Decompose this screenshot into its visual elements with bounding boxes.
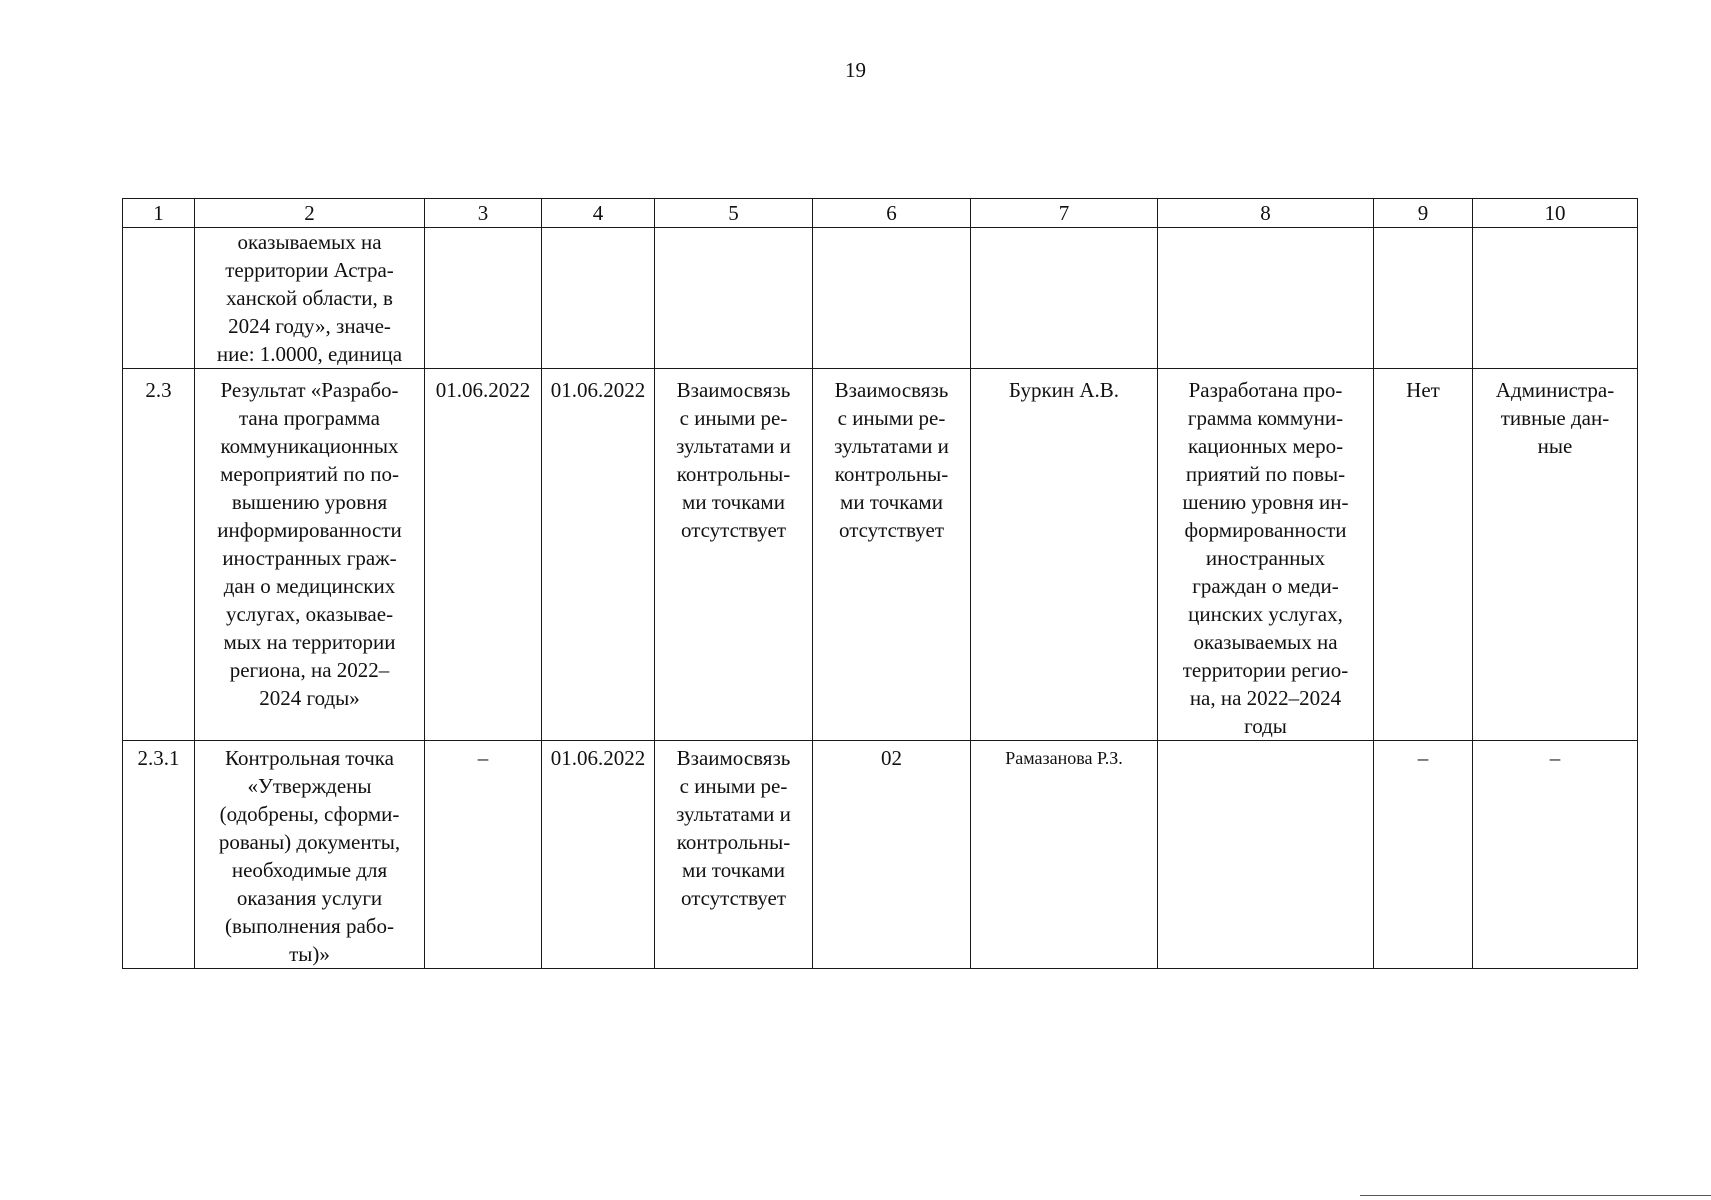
table-cell: Буркин А.В. <box>971 369 1158 741</box>
table-cell: Администра- тивные дан- ные <box>1473 369 1638 741</box>
table-cell: Взаимосвязь с иными ре- зультатами и контрольны- ми точками отсутствует <box>655 741 813 969</box>
table-cell: 02 <box>813 741 971 969</box>
table-cell <box>1374 228 1473 369</box>
table-row <box>123 369 1638 741</box>
header-cell: 4 <box>542 199 655 228</box>
header-cell: 5 <box>655 199 813 228</box>
table-cell: Взаимосвязь с иными ре- зультатами и контрольны- ми точками отсутствует <box>655 369 813 741</box>
table-cell <box>425 228 542 369</box>
table-cell <box>123 228 195 369</box>
table-cell <box>813 228 971 369</box>
table-cell: Нет <box>1374 369 1473 741</box>
table-row <box>123 228 1638 369</box>
page-number: 19 <box>845 58 866 82</box>
table-cell: 01.06.2022 <box>542 369 655 741</box>
table-cell: 01.06.2022 <box>425 369 542 741</box>
table-row <box>123 741 1638 969</box>
header-cell: 10 <box>1473 199 1638 228</box>
table-cell: Разработана про- грамма коммуни- кационных меро- приятий по повы- шению уровня ин- формированности иностранных граждан о меди- цинских услугах, оказываемых на территории регио- на, на 2022–2024 годы <box>1158 369 1374 741</box>
table-cell: – <box>1374 741 1473 969</box>
table-cell <box>1158 741 1374 969</box>
table-cell: Результат «Разрабо- тана программа коммуникационных мероприятий по по- вышению уровня информированности иностранных граж- дан о медицинских услугах, оказывае- мых на территории региона, на 2022– 2024 годы» <box>195 369 425 741</box>
header-cell: 8 <box>1158 199 1374 228</box>
table-cell <box>1473 228 1638 369</box>
table-cell <box>542 228 655 369</box>
header-cell: 2 <box>195 199 425 228</box>
table-cell: оказываемых на территории Астра- ханской области, в 2024 году», значе- ние: 1.0000, единица <box>195 228 425 369</box>
header-cell: 9 <box>1374 199 1473 228</box>
table-cell: – <box>1473 741 1638 969</box>
table-cell: Взаимосвязь с иными ре- зультатами и контрольны- ми точками отсутствует <box>813 369 971 741</box>
table-cell <box>1158 228 1374 369</box>
table-header-row <box>123 199 1638 228</box>
plan-table <box>122 198 1638 969</box>
header-cell: 6 <box>813 199 971 228</box>
header-cell: 1 <box>123 199 195 228</box>
header-cell: 7 <box>971 199 1158 228</box>
table-cell: 2.3 <box>123 369 195 741</box>
table-cell <box>971 228 1158 369</box>
table-cell: Рамазанова Р.З. <box>971 741 1158 969</box>
table-cell: Контрольная точка «Утверждены (одобрены, сформи- рованы) документы, необходимые для оказания услуги (выполнения рабо- ты)» <box>195 741 425 969</box>
table-cell <box>655 228 813 369</box>
header-cell: 3 <box>425 199 542 228</box>
table-cell: 2.3.1 <box>123 741 195 969</box>
table-cell: – <box>425 741 542 969</box>
scan-edge-line <box>1360 1195 1711 1196</box>
table-cell: 01.06.2022 <box>542 741 655 969</box>
